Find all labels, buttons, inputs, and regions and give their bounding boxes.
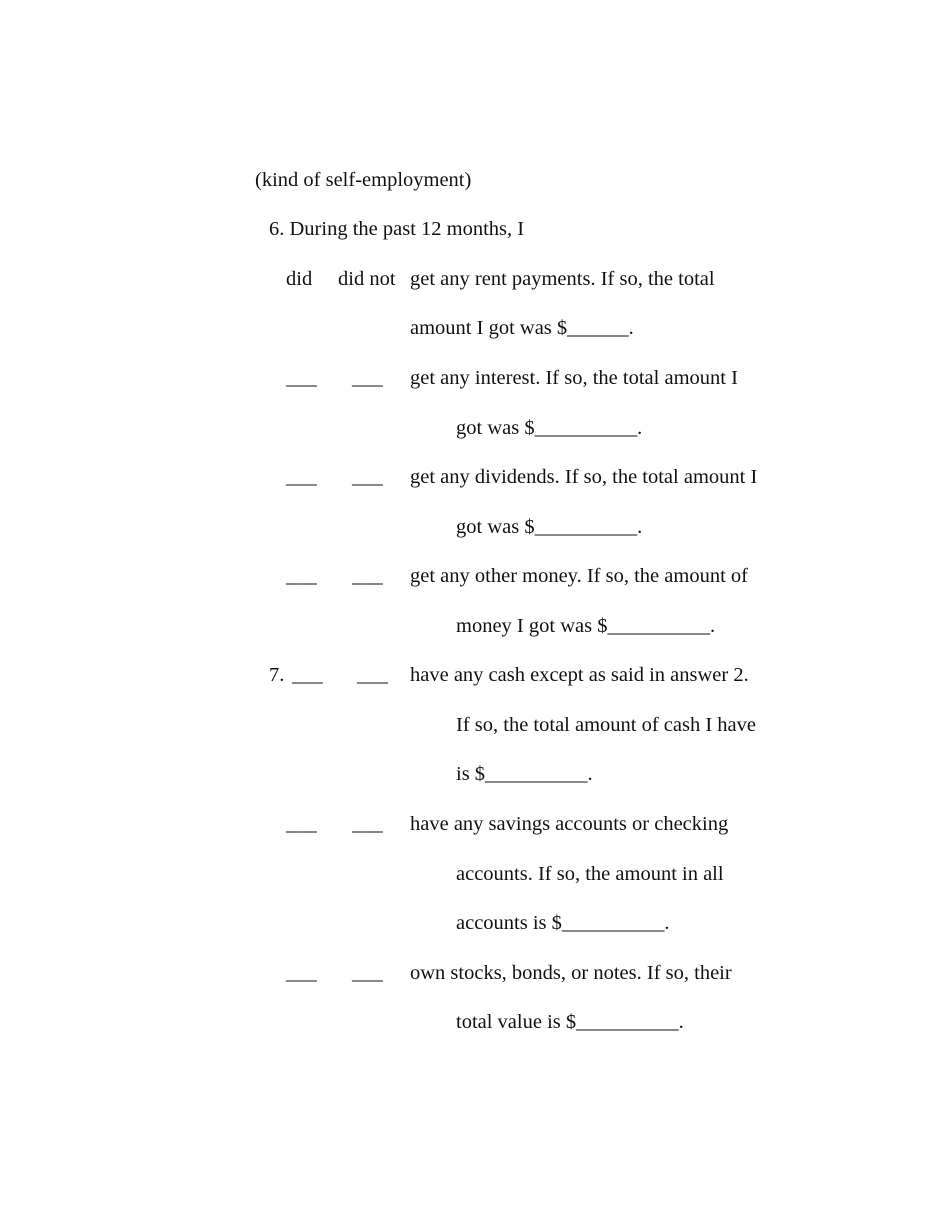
cash-line-3[interactable]: is $__________. — [456, 763, 593, 785]
col-header-did-not: did not — [338, 268, 396, 290]
stocks-did-not-blank[interactable]: ___ — [352, 962, 383, 984]
rent-line-1: get any rent payments. If so, the total — [410, 268, 715, 290]
self-employment-caption: (kind of self-employment) — [255, 169, 472, 191]
stocks-line-1: own stocks, bonds, or notes. If so, their — [410, 962, 732, 984]
col-header-did: did — [286, 268, 313, 290]
interest-line-2[interactable]: got was $__________. — [456, 417, 643, 439]
interest-did-blank[interactable]: ___ — [286, 367, 317, 389]
cash-line-2: If so, the total amount of cash I have — [456, 714, 757, 736]
q7-number: 7. — [269, 664, 285, 686]
savings-line-1: have any savings accounts or checking — [410, 813, 729, 835]
stocks-did-blank[interactable]: ___ — [286, 962, 317, 984]
rent-line-2[interactable]: amount I got was $______. — [410, 317, 634, 339]
interest-did-not-blank[interactable]: ___ — [352, 367, 383, 389]
savings-line-3[interactable]: accounts is $__________. — [456, 912, 670, 934]
other-money-line-2[interactable]: money I got was $__________. — [456, 615, 716, 637]
cash-did-blank[interactable]: ___ — [292, 664, 323, 686]
other-money-did-blank[interactable]: ___ — [286, 565, 317, 587]
savings-line-2: accounts. If so, the amount in all — [456, 863, 724, 885]
other-money-line-1: get any other money. If so, the amount of — [410, 565, 748, 587]
dividends-line-2[interactable]: got was $__________. — [456, 516, 643, 538]
dividends-line-1: get any dividends. If so, the total amount I — [410, 466, 758, 488]
dividends-did-blank[interactable]: ___ — [286, 466, 317, 488]
dividends-did-not-blank[interactable]: ___ — [352, 466, 383, 488]
cash-did-not-blank[interactable]: ___ — [357, 664, 388, 686]
q6-prompt: 6. During the past 12 months, I — [269, 218, 525, 240]
cash-line-1: have any cash except as said in answer 2. — [410, 664, 749, 686]
interest-line-1: get any interest. If so, the total amount I — [410, 367, 738, 389]
savings-did-not-blank[interactable]: ___ — [352, 813, 383, 835]
stocks-line-2[interactable]: total value is $__________. — [456, 1011, 684, 1033]
other-money-did-not-blank[interactable]: ___ — [352, 565, 383, 587]
savings-did-blank[interactable]: ___ — [286, 813, 317, 835]
